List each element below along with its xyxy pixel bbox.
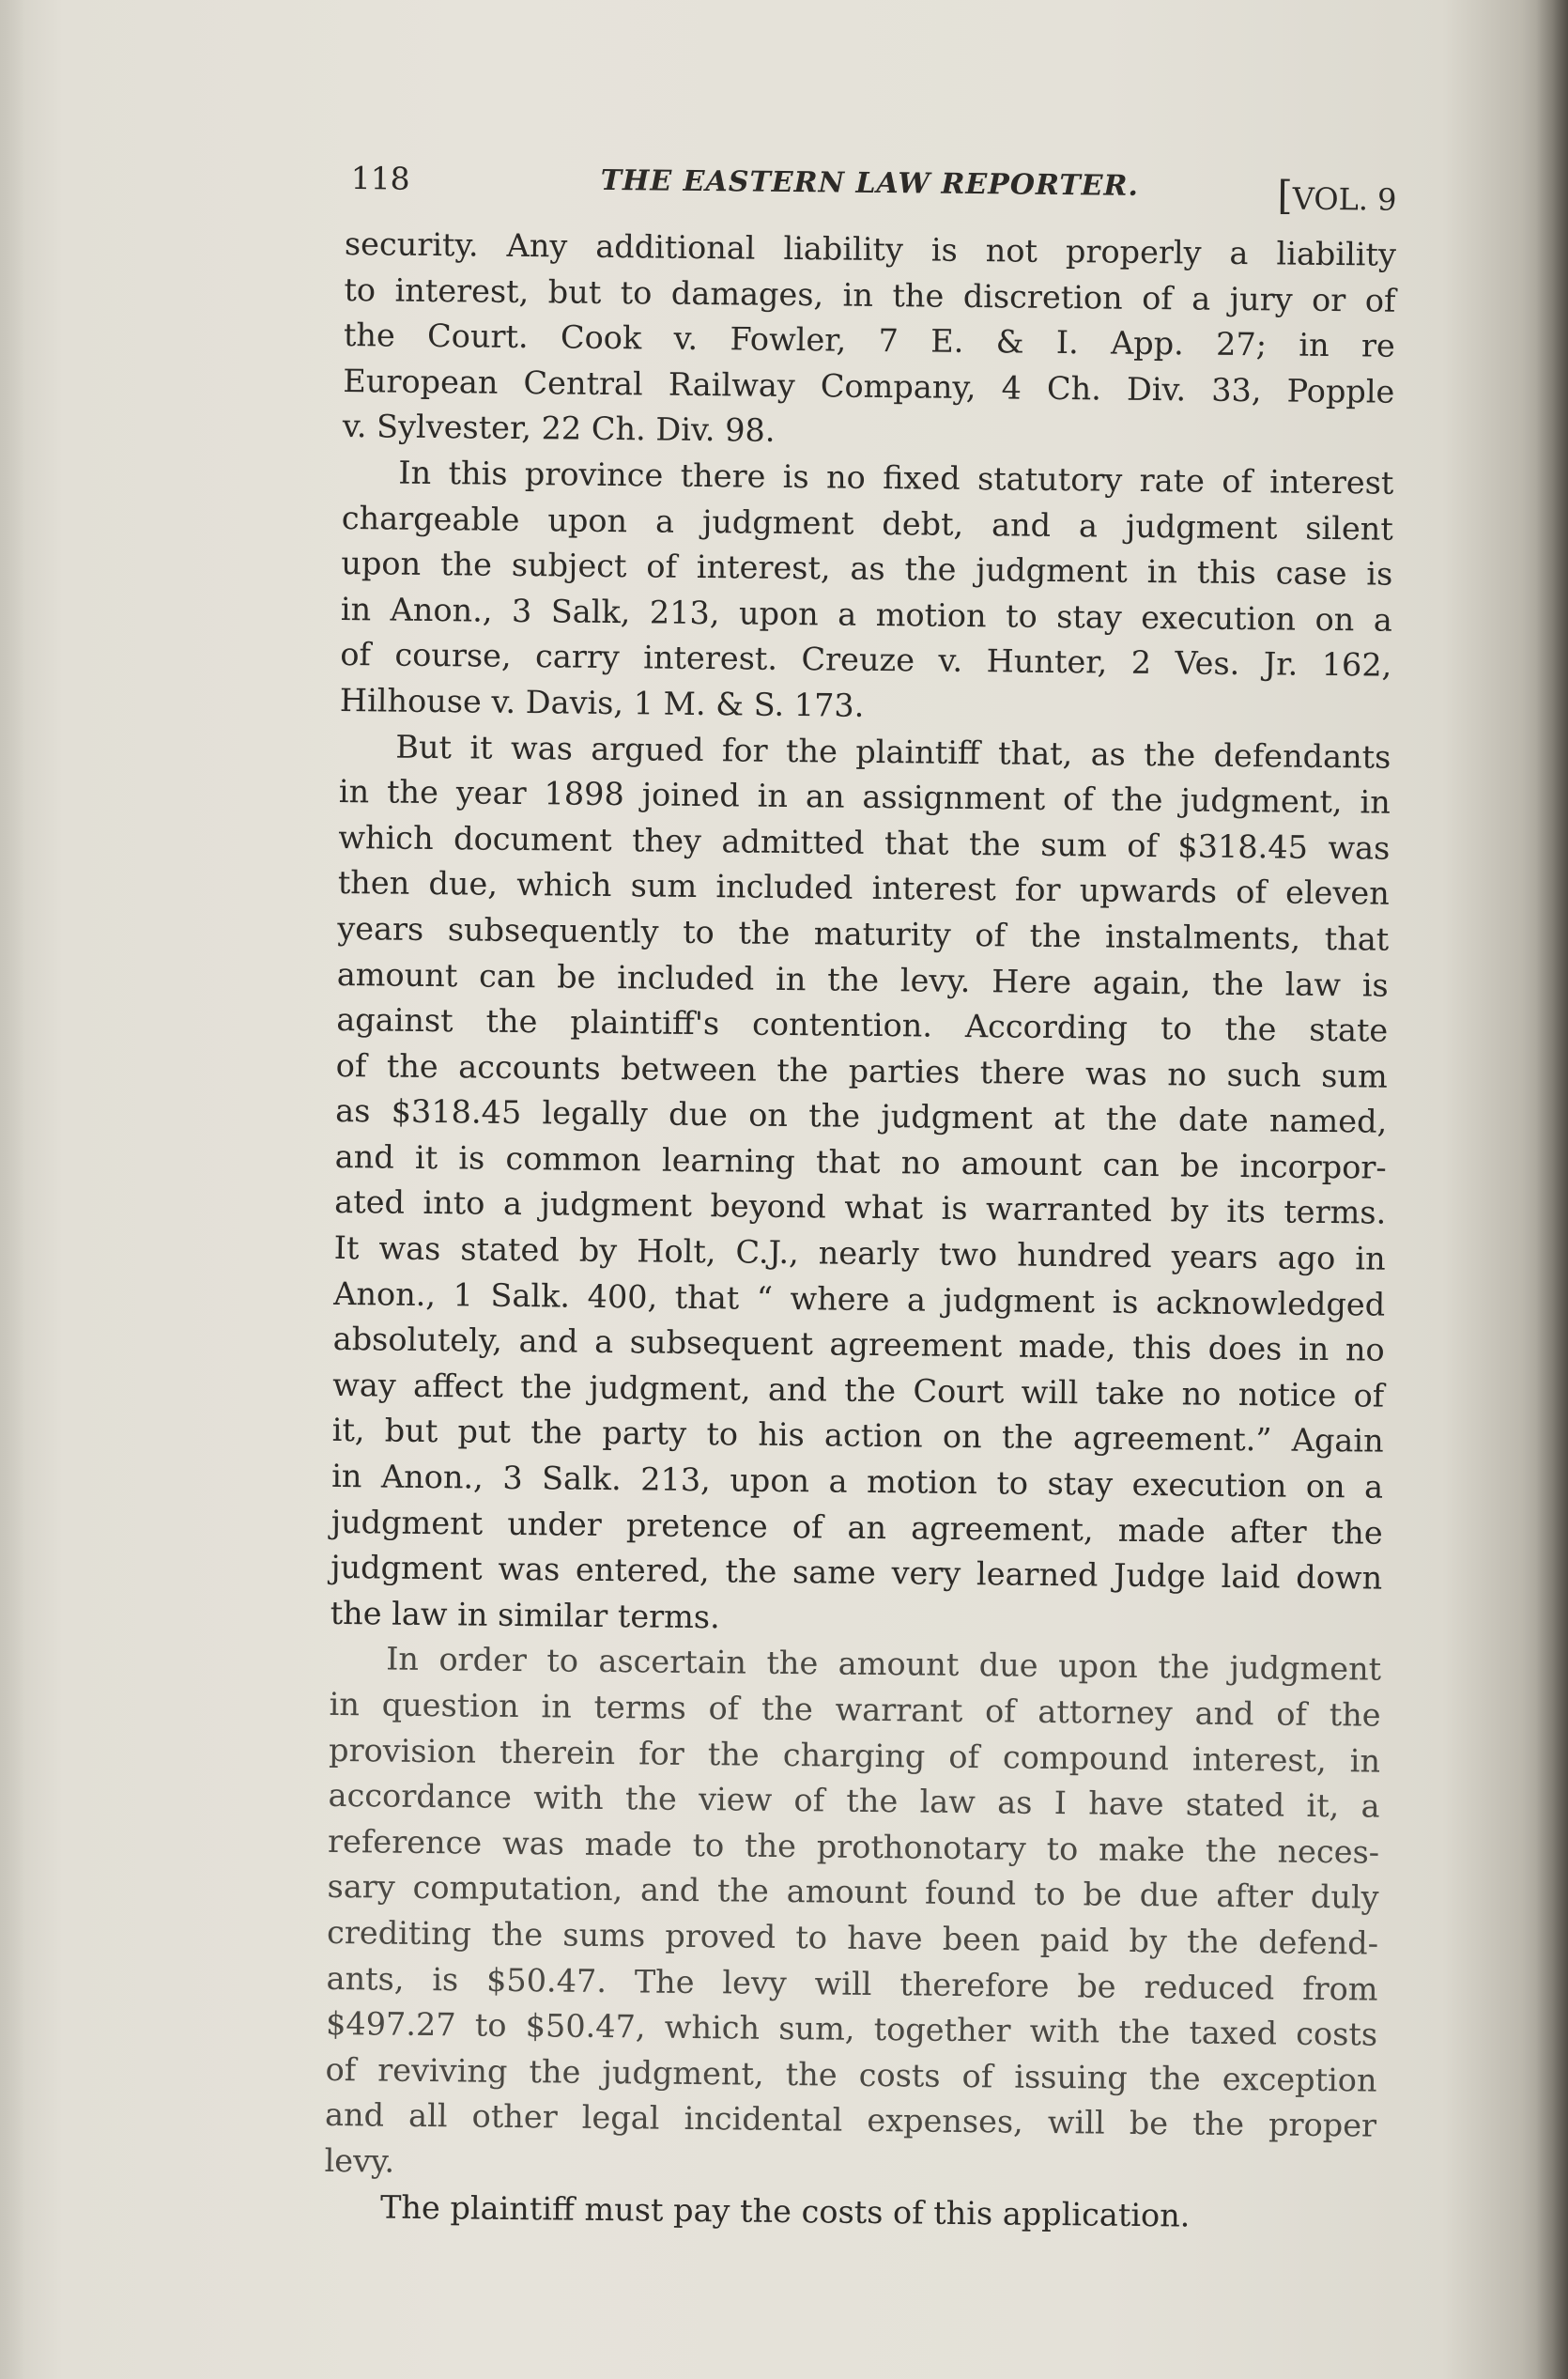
- paragraph-computation: [324, 1636, 1381, 2195]
- text-line: and all other legal incidental expenses, will be the proper: [324, 2096, 1377, 2144]
- text-line: sary computation, and the amount found to be due after duly: [327, 1868, 1379, 1917]
- paragraph-interest-rate: [340, 450, 1394, 734]
- page-gutter-shadow: [0, 0, 24, 2379]
- text-line: it, but put the party to his action on the agreement.” Again: [331, 1412, 1384, 1460]
- page-edge-shadow: [1536, 0, 1568, 2379]
- text-line: way affect the judgment, and the Court will take no notice of: [332, 1366, 1385, 1414]
- text-line: of the accounts between the parties there was no such sum: [335, 1046, 1388, 1095]
- text-line: It was stated by Holt, C.J., nearly two hundred years ago in: [333, 1228, 1386, 1277]
- text-line: of course, carry interest. Creuze v. Hunter, 2 Ves. Jr. 162,: [340, 636, 1392, 685]
- text-line: the Court. Cook v. Fowler, 7 E. & I. App. 27; in re: [343, 317, 1396, 364]
- text-line: which document they admitted that the sum of $318.45 was: [338, 818, 1391, 867]
- text-line: amount can be included in the levy. Here again, the law is: [336, 955, 1389, 1004]
- text-line: security. Any additional liability is not properly a liability: [344, 224, 1397, 273]
- text-line: in Anon., 3 Salk, 213, upon a motion to stay execution on a: [340, 590, 1393, 639]
- text-line: in Anon., 3 Salk. 213, upon a motion to stay execution on a: [331, 1457, 1384, 1506]
- text-line: Hilhouse v. Davis, 1 M. & S. 173.: [339, 681, 865, 724]
- text-line: absolutely, and a subsequent agreement made, this does in no: [332, 1321, 1385, 1368]
- paragraph-costs: [324, 2184, 1376, 2240]
- paragraph-plaintiff-argument: [330, 723, 1391, 1647]
- text-line: and it is common learning that no amount can be incorpor-: [334, 1137, 1387, 1186]
- volume-bracket: [: [1277, 172, 1294, 219]
- text-line: chargeable upon a judgment debt, and a judgment silent: [341, 499, 1394, 548]
- text-line: then due, which sum included interest for upwards of eleven: [337, 864, 1390, 912]
- volume-text: VOL. 9: [1292, 180, 1397, 218]
- text-block: [324, 150, 1397, 2241]
- text-line: against the plaintiff's contention. According to the state: [336, 1001, 1389, 1049]
- text-line: the law in similar terms.: [330, 1594, 720, 1636]
- text-line: $497.27 to $50.47, which sum, together with the taxed costs: [325, 2005, 1378, 2053]
- text-line: to interest, but to damages, in the discretion of a jury or of: [344, 270, 1396, 319]
- text-line: judgment was entered, the same very learned Judge laid down: [330, 1549, 1383, 1597]
- text-line: reference was made to the prothonotary to make the neces-: [327, 1822, 1380, 1871]
- text-line: ants, is $50.47. The levy will therefore be reduced from: [326, 1959, 1378, 2008]
- running-head: [345, 150, 1397, 218]
- text-line: v. Sylvester, 22 Ch. Div. 98.: [342, 408, 776, 450]
- text-line: provision therein for the charging of compound interest, in: [328, 1731, 1381, 1780]
- text-line: judgment under pretence of an agreement, made after the: [331, 1503, 1383, 1552]
- body-text: [324, 222, 1396, 2241]
- text-line: in the year 1898 joined in an assignment of the judgment, in: [338, 773, 1391, 821]
- page-number: 118: [350, 160, 410, 197]
- text-line: accordance with the view of the law as I have stated it, a: [328, 1777, 1380, 1825]
- volume-label: [1277, 167, 1397, 227]
- text-line: ated into a judgment beyond what is warranted by its terms.: [334, 1183, 1387, 1232]
- text-line: of reviving the judgment, the costs of issuing the exception: [325, 2050, 1377, 2099]
- journal-title: THE EASTERN LAW REPORTER.: [600, 163, 1140, 203]
- text-line: in question in terms of the warrant of attorney and of the: [329, 1685, 1381, 1734]
- paragraph-continued: [343, 222, 1396, 461]
- text-line: crediting the sums proved to have been paid by the defend-: [326, 1913, 1379, 1962]
- text-line: The plaintiff must pay the costs of this application.: [379, 2188, 1191, 2234]
- text-line: upon the subject of interest, as the judgment in this case is: [341, 545, 1393, 593]
- text-line: In order to ascertain the amount due upon the judgment: [385, 1640, 1382, 1689]
- text-line: as $318.45 legally due on the judgment at the date named,: [335, 1092, 1388, 1140]
- text-line: levy.: [324, 2141, 395, 2180]
- text-line: European Central Railway Company, 4 Ch. Div. 33, Popple: [343, 362, 1395, 410]
- text-line: years subsequently to the maturity of the instalments, that: [337, 909, 1390, 958]
- text-line: Anon., 1 Salk. 400, that “ where a judgment is acknowledged: [333, 1274, 1386, 1323]
- text-line: In this province there is no fixed statutory rate of interest: [398, 454, 1394, 502]
- text-line: But it was argued for the plaintiff that, as the defendants: [395, 728, 1391, 776]
